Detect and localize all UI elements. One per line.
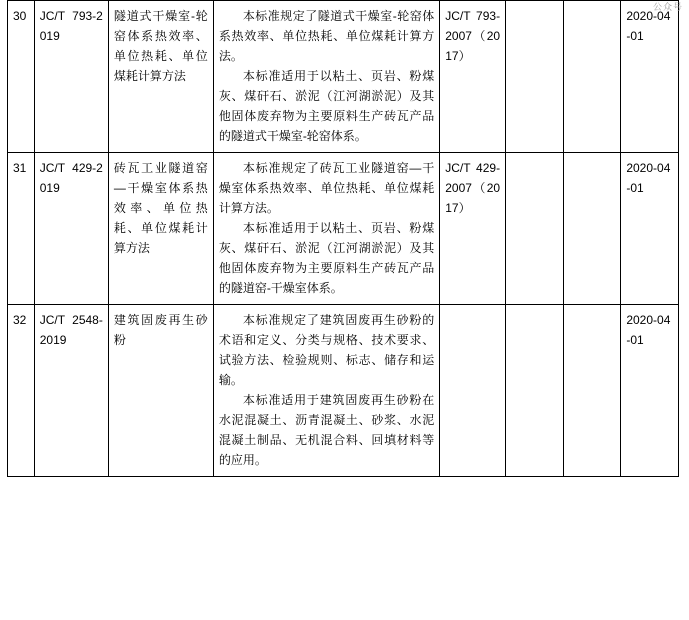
cell-description (213, 153, 439, 305)
description-paragraph-2: 本标准适用于以粘土、页岩、粉煤灰、煤矸石、淤泥（江河湖淤泥）及其他固体废弃物为主要原料生产砖瓦产品的隧道窑-干燥室体系。 (218, 221, 435, 295)
description-paragraph-1: 本标准规定了建筑固废再生砂粉的术语和定义、分类与规格、技术要求、试验方法、检验规则、标志、储存和运输。 (218, 313, 435, 387)
index-value: 31 (13, 161, 27, 175)
table-row (8, 153, 679, 305)
table-row (8, 1, 679, 153)
cell-date (621, 305, 679, 477)
cell-index (8, 153, 35, 305)
standards-table (7, 0, 679, 477)
table-row (8, 305, 679, 477)
cell-description (213, 305, 439, 477)
name-value: 砖瓦工业隧道窑—干燥室体系热效率、单位热耗、单位煤耗计算方法 (113, 161, 208, 255)
cell-code (34, 1, 108, 153)
cell-name (108, 1, 213, 153)
cell-reference (440, 153, 506, 305)
description-paragraph-2: 本标准适用于以粘土、页岩、粉煤灰、煤矸石、淤泥（江河湖淤泥）及其他固体废弃物为主要原料生产砖瓦产品的隧道式干燥室-轮窑体系。 (218, 69, 435, 143)
cell-date (621, 1, 679, 153)
cell-reference (440, 1, 506, 153)
cell-blank-two (563, 305, 621, 477)
index-value: 30 (13, 9, 27, 23)
cell-description (213, 1, 439, 153)
cell-code (34, 305, 108, 477)
index-value: 32 (13, 313, 27, 327)
cell-blank-two (563, 153, 621, 305)
watermark-label: 公众号 (652, 2, 683, 12)
code-value: JC/T 2548-2019 (39, 313, 103, 347)
date-value: 2020-04-01 (626, 9, 671, 43)
cell-name (108, 153, 213, 305)
description-paragraph-2: 本标准适用于建筑固废再生砂粉在水泥混凝土、沥青混凝土、砂浆、水泥混凝土制品、无机混合料、回填材料等的应用。 (218, 393, 435, 467)
name-value: 隧道式干燥室-轮窑体系热效率、单位热耗、单位煤耗计算方法 (113, 9, 208, 83)
cell-blank-one (506, 305, 564, 477)
cell-blank-one (506, 153, 564, 305)
cell-index (8, 1, 35, 153)
date-value: 2020-04-01 (626, 313, 671, 347)
description-paragraph-1: 本标准规定了砖瓦工业隧道窑—干燥室体系热效率、单位热耗、单位煤耗计算方法。 (218, 161, 435, 215)
reference-value: JC/T 429-2007（2017） (445, 161, 501, 215)
cell-date (621, 153, 679, 305)
description-paragraph-1: 本标准规定了隧道式干燥室-轮窑体系热效率、单位热耗、单位煤耗计算方法。 (218, 9, 435, 63)
reference-value: JC/T 793-2007（2017） (445, 9, 501, 63)
date-value: 2020-04-01 (626, 161, 671, 195)
code-value: JC/T 793-2019 (39, 9, 103, 43)
cell-code (34, 153, 108, 305)
cell-blank-one (506, 1, 564, 153)
cell-name (108, 305, 213, 477)
cell-blank-two (563, 1, 621, 153)
cell-reference (440, 305, 506, 477)
cell-index (8, 305, 35, 477)
code-value: JC/T 429-2019 (39, 161, 103, 195)
name-value: 建筑固废再生砂粉 (113, 313, 208, 347)
